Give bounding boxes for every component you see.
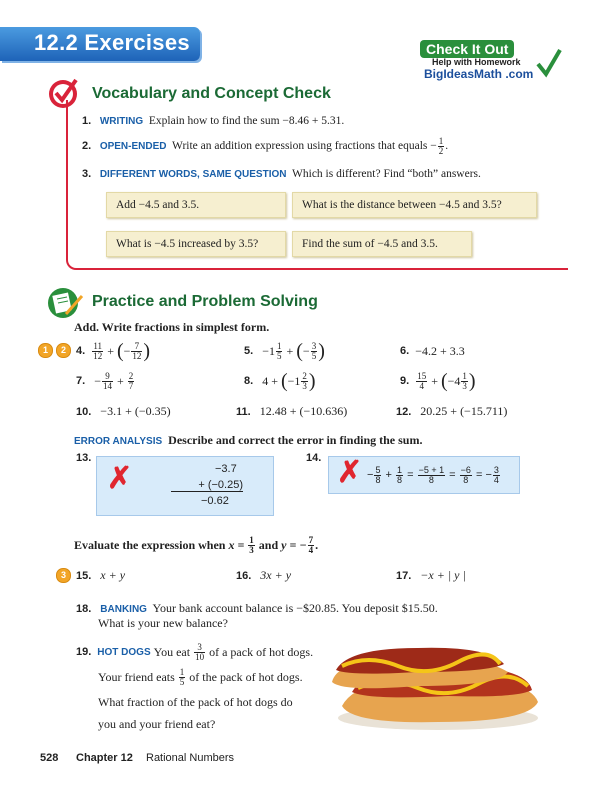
p10-number: 10. <box>76 406 92 418</box>
p17-number: 17. <box>396 570 412 582</box>
problem-19-line3: What fraction of the pack of hot dogs do <box>98 695 293 709</box>
check-it-out-logo[interactable] <box>418 40 568 84</box>
q1-text: Explain how to find the sum −8.46 + 5.31. <box>148 115 345 127</box>
error-label: ERROR ANALYSIS <box>74 436 163 447</box>
p6-number: 6. <box>400 345 410 357</box>
p4-number: 4. <box>76 345 86 357</box>
problem-19-line2: Your friend eats $\frac{1}{5}$ of the pack of hot dogs. <box>98 666 303 687</box>
q1-label: WRITING <box>99 116 144 127</box>
p16-expr: 3x + y <box>260 568 292 582</box>
page-title: 12.2 Exercises <box>34 30 190 55</box>
p17-expr: −x + | y | <box>420 568 466 582</box>
logo-line2: Help with Homework <box>432 57 521 67</box>
example-badge-1: 1 <box>38 343 53 358</box>
q1-number: 1. <box>82 115 92 127</box>
p16-number: 16. <box>236 570 252 582</box>
p9-number: 9. <box>400 375 410 387</box>
q2-text: Write an addition expression using fractions that equals − <box>172 140 437 153</box>
evaluate-instruction: Evaluate the expression when x = $\frac{1}{3}$ and y = − $\frac{7}{4}$ . <box>74 534 319 555</box>
p18-line1: Your bank account balance is −$20.85. You deposit $15.50. <box>152 601 438 615</box>
problem-17 <box>396 568 466 583</box>
problem-6 <box>400 338 465 364</box>
notebook-pencil-icon <box>46 286 86 320</box>
checkmark-icon <box>536 48 562 78</box>
problem-19-line1: 19. HOT DOGS You eat $\frac{3}{10}$ of a pack of hot dogs. <box>76 641 314 662</box>
compare-box-2: What is the distance between −4.5 and 3.5? <box>292 192 537 218</box>
p18-number: 18. <box>76 603 92 615</box>
problem-4: 4. $\frac{11}{12}$ + ( − $\frac{7}{12}$ ) <box>76 339 151 362</box>
footer-title: Rational Numbers <box>146 752 235 764</box>
vocab-q3 <box>82 167 481 181</box>
p6-expr: −4.2 + 3.3 <box>415 343 465 358</box>
vocab-q1 <box>82 114 344 128</box>
problem-16 <box>236 568 291 583</box>
p10-expr: −3.1 + (−0.35) <box>100 404 171 418</box>
problem-12 <box>396 404 507 419</box>
error-analysis-heading <box>74 433 422 448</box>
p15-number: 15. <box>76 570 92 582</box>
q2-number: 2. <box>82 140 92 153</box>
p19-number: 19. <box>76 646 92 658</box>
problem-7: 7. − $\frac{9}{14}$ + $\frac{2}{7}$ <box>76 370 134 391</box>
x-mark-icon: ✗ <box>107 462 133 495</box>
problem-11 <box>236 404 347 419</box>
p18-line2: What is your new balance? <box>98 616 228 630</box>
problem-15 <box>76 568 125 583</box>
p15-expr: x + y <box>100 568 126 582</box>
p14-equation: − $\frac{5}{8}$ + $\frac{1}{8}$ = $\frac{-5 + 1}{8}$ = $\frac{-6}{8}$ = − $\frac{3}{4}$ <box>367 464 499 485</box>
p13-line3: −0.62 <box>201 495 229 507</box>
example-badge-2: 2 <box>56 343 71 358</box>
vocab-title: Vocabulary and Concept Check <box>92 85 331 102</box>
problem-8: 8. 4 + ( −1 $\frac{2}{3}$ ) <box>244 369 316 392</box>
compare-box-1: Add −4.5 and 3.5. <box>106 192 286 218</box>
p14-number: 14. <box>306 452 322 464</box>
q2-fraction: $\frac{1}{2}$ <box>438 136 444 156</box>
page-number: 528 <box>40 752 59 764</box>
p5-number: 5. <box>244 345 254 357</box>
error-box-14 <box>328 456 520 494</box>
compare-box-3: What is −4.5 increased by 3.5? <box>106 231 286 257</box>
error-text: Describe and correct the error in finding the sum. <box>168 433 423 447</box>
p13-line1: −3.7 <box>215 463 237 475</box>
p13-number: 13. <box>76 452 92 464</box>
error-box-13 <box>96 456 274 516</box>
compare-box-4: Find the sum of −4.5 and 3.5. <box>292 231 472 257</box>
practice-instruction: Add. Write fractions in simplest form. <box>74 320 270 334</box>
p7-number: 7. <box>76 375 86 387</box>
problem-10 <box>76 404 171 419</box>
practice-title: Practice and Problem Solving <box>92 293 318 310</box>
problem-19-line4: you and your friend eat? <box>98 717 216 731</box>
footer-chapter: Chapter 12 <box>76 752 133 764</box>
p12-number: 12. <box>396 406 412 418</box>
example-badge-3: 3 <box>56 568 71 583</box>
q3-number: 3. <box>82 168 92 180</box>
problem-18 <box>76 601 438 631</box>
p12-expr: 20.25 + (−15.711) <box>420 404 508 418</box>
p11-expr: 12.48 + (−10.636) <box>259 404 348 418</box>
p8-number: 8. <box>244 375 254 387</box>
q2-label: OPEN-ENDED <box>99 141 167 153</box>
hot-dogs-image <box>328 636 548 736</box>
p11-number: 11. <box>236 406 251 418</box>
logo-line3: BigIdeasMath .com <box>424 67 534 81</box>
p19-label: HOT DOGS <box>97 646 151 658</box>
problem-9: 9. $\frac{15}{4}$ + ( −4 $\frac{1}{3}$ ) <box>400 369 476 392</box>
vocab-q2: 2. OPEN-ENDED Write an addition expression using fractions that equals − $\frac{1}{2}$ . <box>82 136 449 156</box>
problem-5: 5. −1 $\frac{1}{5}$ + ( − $\frac{3}{5}$ ) <box>244 339 325 362</box>
p13-line2: + (−0.25) <box>171 479 243 492</box>
q3-text: Which is different? Find “both” answers. <box>292 168 481 180</box>
x-mark-icon: ✗ <box>337 456 363 489</box>
section-banner <box>0 27 200 61</box>
p18-label: BANKING <box>100 604 147 615</box>
logo-line1: Check It Out <box>420 40 514 58</box>
q3-label: DIFFERENT WORDS, SAME QUESTION <box>99 169 287 180</box>
